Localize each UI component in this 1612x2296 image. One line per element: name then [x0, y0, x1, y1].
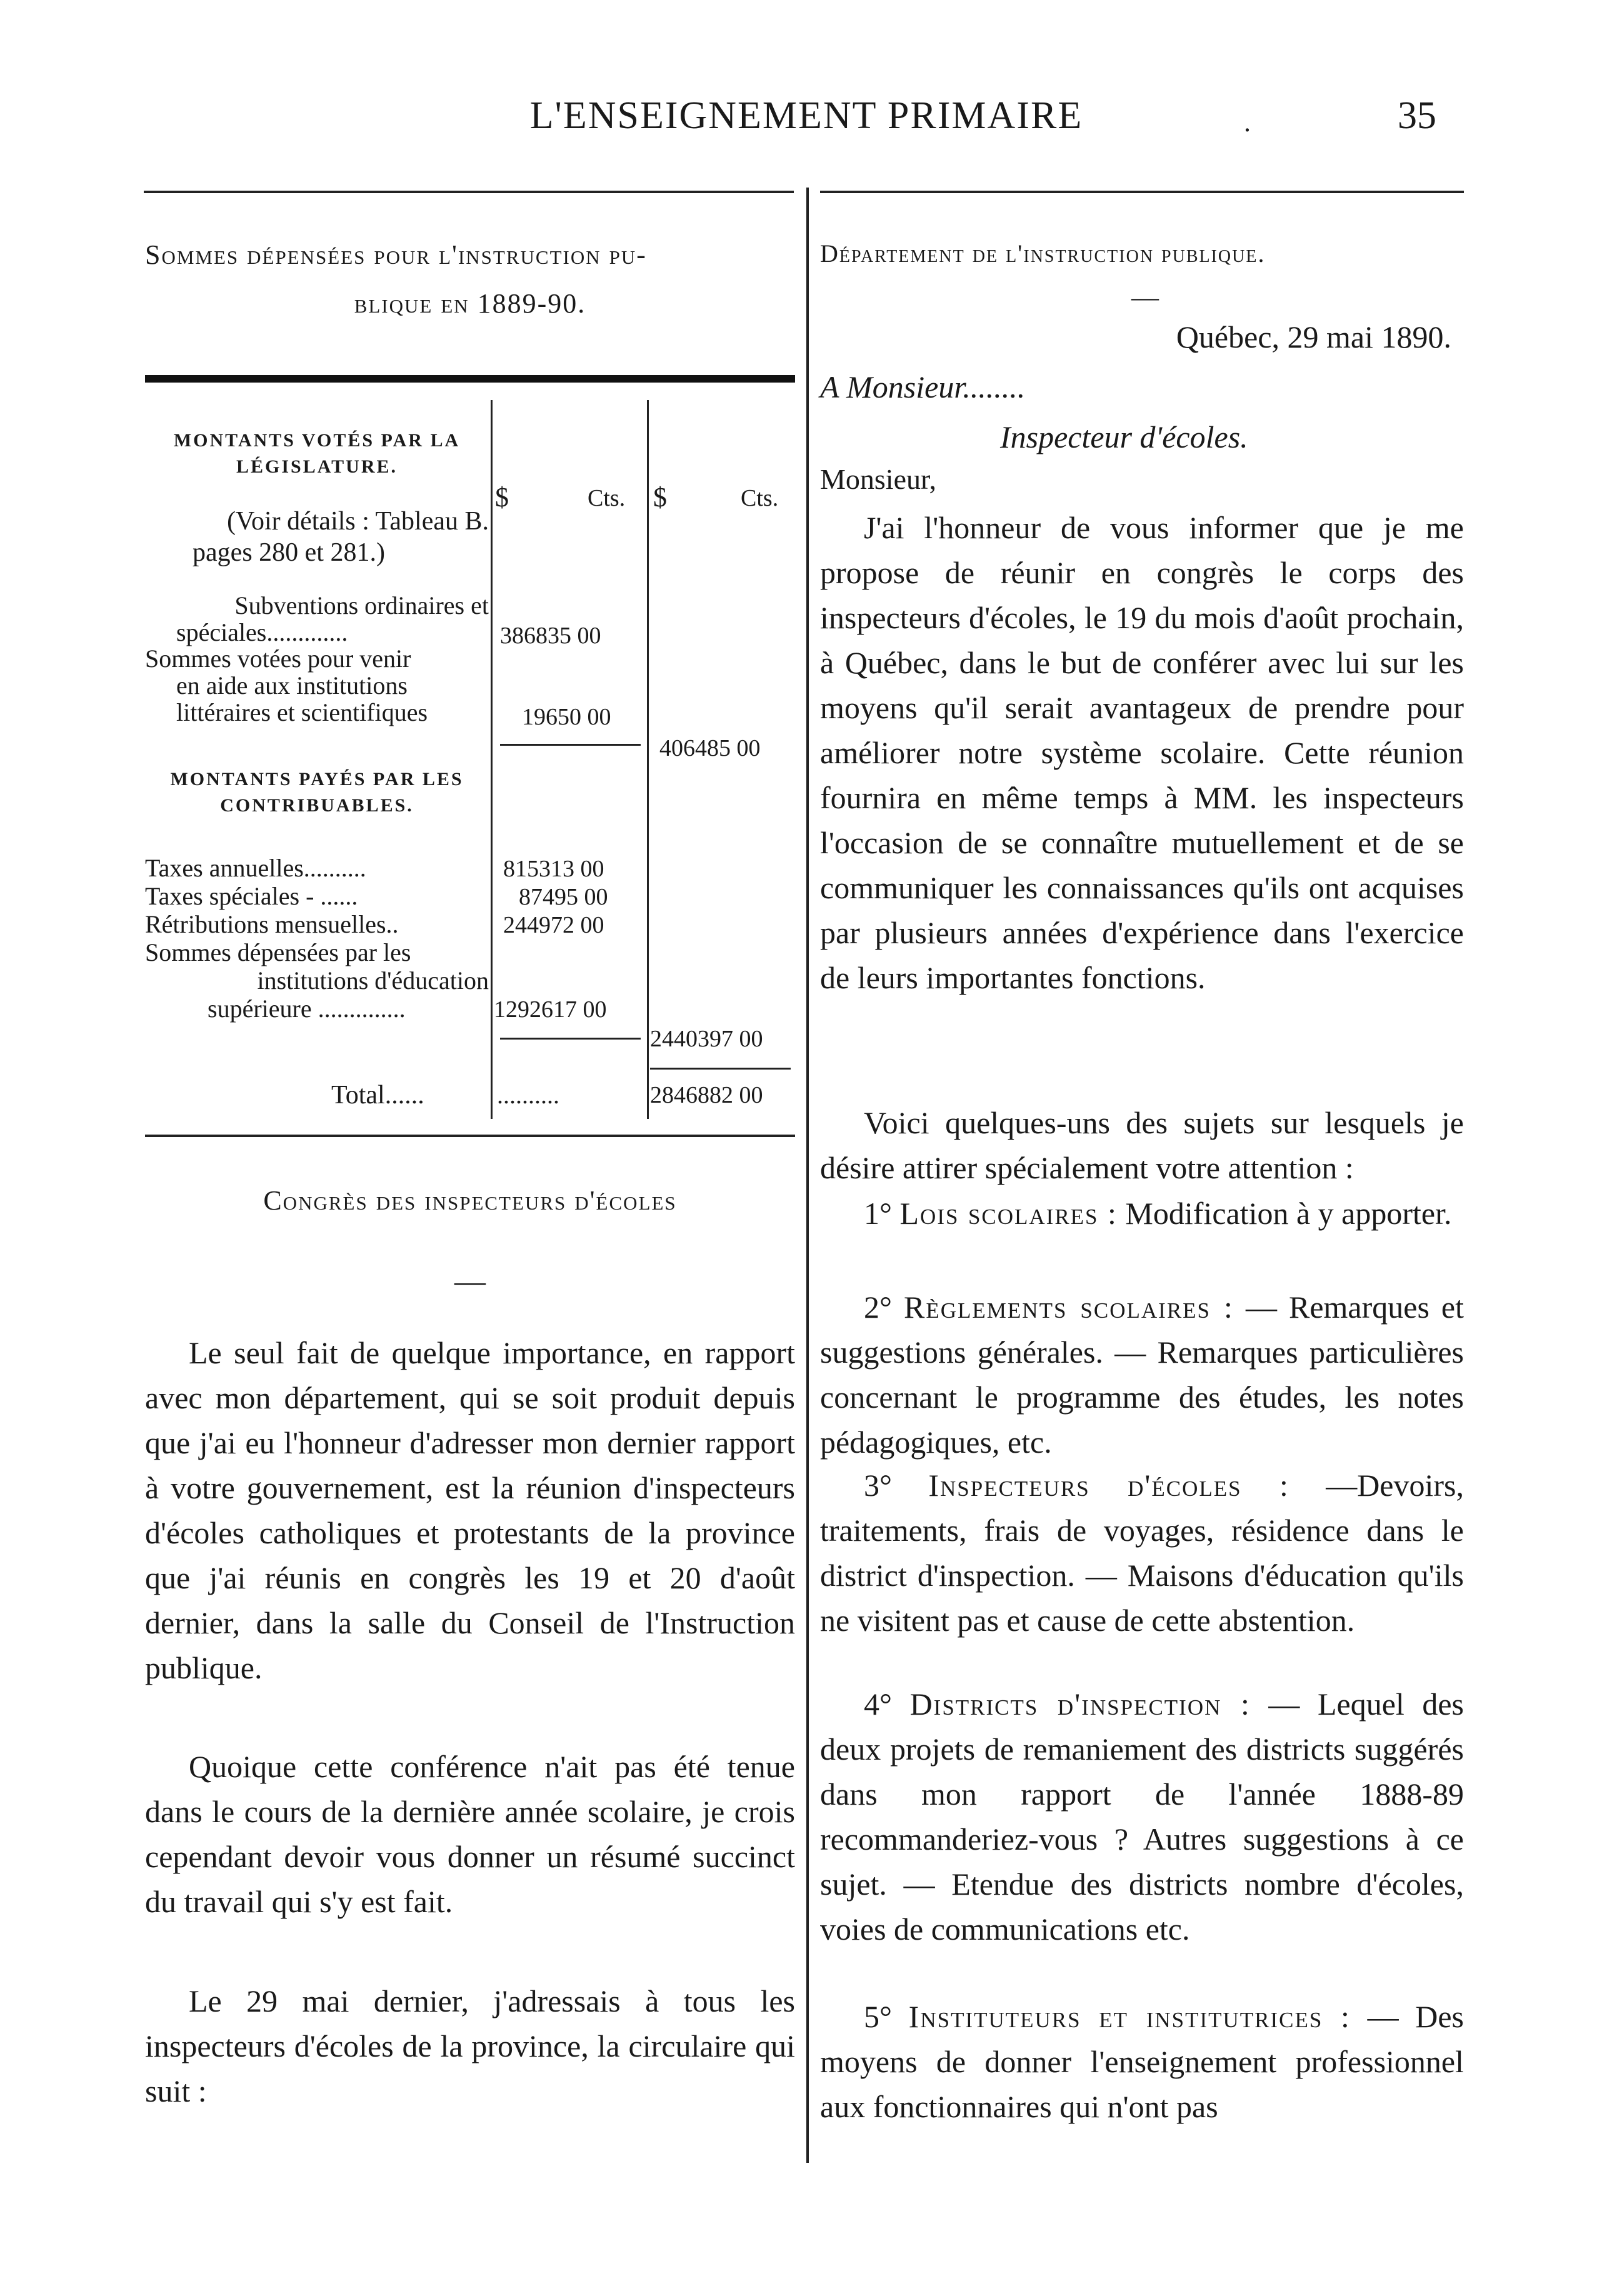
column-divider	[806, 188, 809, 2163]
table-note-2: pages 280 et 281.)	[193, 538, 385, 567]
table-col-line-2	[647, 400, 649, 1119]
item-4-num: 4°	[864, 1687, 892, 1722]
item-1-text: Modification à y apporter.	[1125, 1196, 1452, 1231]
letter-role: Inspecteur d'écoles.	[1000, 419, 1248, 454]
congres-dash: —	[454, 1263, 486, 1298]
row-taxes-annuelles-value: 815313 00	[503, 856, 604, 882]
item-5	[820, 1994, 1464, 2129]
subtotal2-rule	[500, 1038, 641, 1040]
header-rule-right	[820, 191, 1464, 193]
item-1-head: Lois scolaires :	[899, 1196, 1118, 1231]
paid-heading-2: CONTRIBUABLES.	[220, 795, 414, 816]
page-number: 35	[1398, 94, 1436, 137]
item-2-head: Règlements scolaires :	[904, 1290, 1234, 1325]
item-3-text: —Devoirs, traitements, frais de voyages, résidence dans le district d'inspection. — Maisons d'éducation qu'ils ne visitent pas et cause de cette abstention.	[820, 1468, 1464, 1638]
item-2	[820, 1285, 1464, 1465]
subtotal2-value: 2440397 00	[650, 1026, 763, 1052]
voted-heading-1: MONTANTS VOTÉS PAR LA	[173, 430, 461, 451]
left-paragraph-1-text: Le seul fait de quelque importance, en rapport avec mon département, qui se soit produit depuis que j'ai eu l'honneur d'adresser mon dernier rapport à votre gouvernement, est la réunion d'inspecteurs d'écoles catholiques et protestants de la province que j'ai réunis en congrès les 19 et 20 d'août dernier, dans la salle du Conseil de l'Instruction publique.	[145, 1335, 795, 1685]
left-heading-line1: Sommes dépensées pour l'instruction pu-	[145, 239, 647, 270]
row-sommes-value: 19650 00	[522, 704, 611, 730]
currency-cts-2: Cts.	[741, 485, 779, 511]
left-heading-line2: blique en 1889-90.	[354, 288, 586, 319]
subtotal1-value: 406485 00	[659, 735, 761, 761]
right-paragraph-1	[820, 505, 1464, 1000]
dept-dash: —	[1131, 282, 1159, 313]
row-sommes-label2: en aide aux institutions	[176, 671, 408, 699]
row-subventions-value: 386835 00	[500, 623, 601, 649]
table-thick-rule	[145, 375, 795, 383]
row-retributions-value: 244972 00	[503, 912, 604, 938]
dept-heading: Département de l'instruction publique.	[820, 239, 1266, 268]
left-paragraph-2	[145, 1744, 795, 1924]
row-superieure-label: supérieure ..............	[208, 995, 406, 1023]
row-superieure-value: 1292617 00	[494, 996, 607, 1023]
row-sommes-label1: Sommes votées pour venir	[145, 644, 411, 673]
total-label: Total......	[331, 1081, 424, 1110]
letter-salutation: Monsieur,	[820, 463, 936, 495]
running-header-title: L'ENSEIGNEMENT PRIMAIRE	[529, 94, 1083, 137]
item-5-num: 5°	[864, 1999, 892, 2034]
left-paragraph-2-text: Quoique cette conférence n'ait pas été tenue dans le cours de la dernière année scolaire, je crois cependant devoir vous donner un résumé succinct du travail qui s'y est fait.	[145, 1749, 795, 1919]
row-taxes-annuelles-label: Taxes annuelles..........	[145, 854, 366, 882]
paid-heading-1: MONTANTS PAYÉS PAR LES	[170, 769, 464, 790]
currency-dollar-1: $	[495, 482, 509, 513]
total-value: 2846882 00	[650, 1082, 763, 1108]
right-paragraph-1-text: J'ai l'honneur de vous informer que je me propose de réunir en congrès le corps des inspecteurs d'écoles, le 19 du mois d'août prochain, à Québec, dans le but de conférer avec lui sur les moyens qu'il serait avantageux de prendre pour améliorer notre système scolaire. Cette réunion fournira en même temps à MM. les inspecteurs l'occasion de se connaître mutuellement et de se communiquer les connaissances qu'ils ont acquises par plusieurs années d'expérience dans l'exercice de leurs importantes fonctions.	[820, 510, 1464, 995]
left-paragraph-1	[145, 1330, 795, 1690]
item-1-num: 1°	[864, 1196, 892, 1231]
subtotal1-rule	[500, 744, 641, 746]
right-paragraph-2	[820, 1100, 1464, 1190]
item-4	[820, 1682, 1464, 1952]
item-3-head: Inspecteurs d'écoles :	[928, 1468, 1289, 1503]
item-3	[820, 1463, 1464, 1643]
row-taxes-speciales-value: 87495 00	[519, 884, 608, 910]
right-paragraph-2-text: Voici quelques-uns des sujets sur lesquels je désire attirer spécialement votre attention :	[820, 1105, 1464, 1185]
left-paragraph-3-text: Le 29 mai dernier, j'adressais à tous les inspecteurs d'écoles de la province, la circulaire qui suit :	[145, 1983, 795, 2108]
row-retributions-label: Rétributions mensuelles..	[145, 910, 399, 938]
currency-cts-1: Cts.	[588, 485, 626, 511]
item-5-head: Instituteurs et institutrices :	[908, 1999, 1351, 2034]
congres-title: Congrès des inspecteurs d'écoles	[263, 1185, 677, 1216]
total-rule	[650, 1068, 791, 1070]
item-2-text: — Remarques et suggestions générales. — Remarques particulières concernant le programme des études, les notes pédagogiques, etc.	[820, 1290, 1464, 1460]
row-sommes-label3: littéraires et scientifiques	[176, 698, 428, 726]
row-sommes-depensees-label: Sommes dépensées par les	[145, 938, 411, 966]
currency-dollar-2: $	[653, 482, 667, 513]
row-subventions-label1: Subventions ordinaires et	[234, 591, 489, 619]
item-2-num: 2°	[864, 1290, 892, 1325]
table-col-line-1	[491, 400, 493, 1119]
table-note-1: (Voir détails : Tableau B.	[227, 507, 489, 536]
table-bottom-rule	[145, 1135, 795, 1137]
header-dot: .	[1244, 107, 1251, 138]
left-paragraph-3	[145, 1978, 795, 2113]
total-dots: ..........	[497, 1081, 559, 1109]
letter-addressee: A Monsieur........	[820, 369, 1026, 404]
item-5-text: — Des moyens de donner l'enseignement professionnel aux fonctionnaires qui n'ont pas	[820, 1999, 1464, 2124]
voted-heading-2: LÉGISLATURE.	[236, 456, 398, 477]
item-4-head: Districts d'inspection :	[909, 1687, 1251, 1722]
row-subventions-label2: spéciales.............	[176, 618, 348, 646]
item-3-num: 3°	[864, 1468, 892, 1503]
item-1	[820, 1191, 1464, 1236]
letter-date: Québec, 29 mai 1890.	[1176, 319, 1451, 354]
row-taxes-speciales-label: Taxes spéciales - ......	[145, 882, 358, 910]
row-institutions-label: institutions d'éducation	[257, 966, 489, 995]
header-rule-left	[144, 191, 794, 193]
item-4-text: — Lequel des deux projets de remaniement des districts suggérés dans mon rapport de l'année 1888-89 recommanderiez-vous ? Autres suggestions à ce sujet. — Etendue des districts nombre d'écoles, voies de communications etc.	[820, 1687, 1464, 1947]
